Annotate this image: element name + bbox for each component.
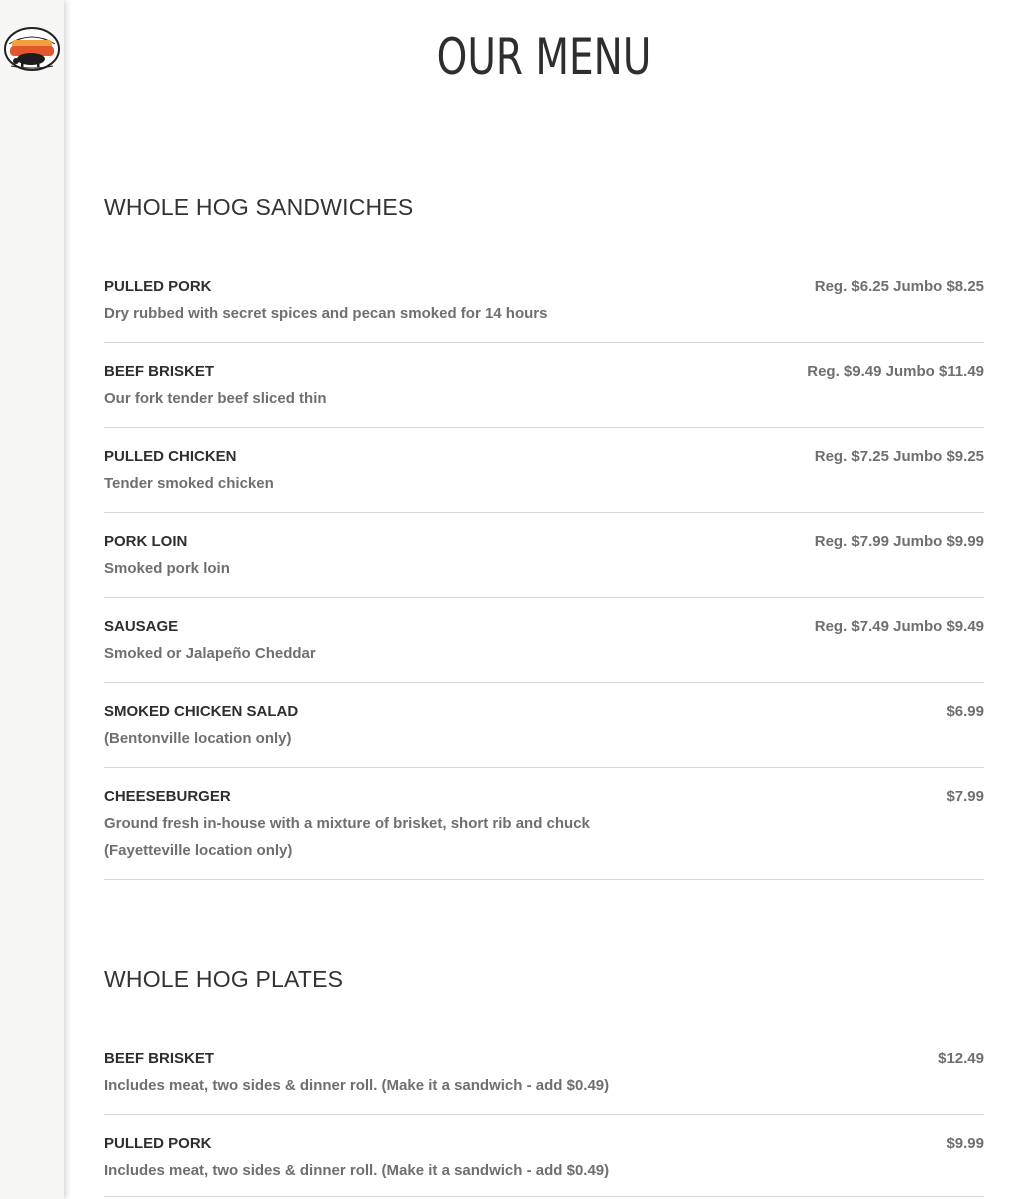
item-name: PULLED PORK [104, 278, 212, 295]
item-name: BEEF BRISKET [104, 1050, 215, 1067]
item-name: PULLED CHICKEN [104, 448, 237, 465]
item-description: Ground fresh in-house with a mixture of brisket, short rib and chuck [104, 815, 590, 832]
item-description: Tender smoked chicken [104, 475, 274, 492]
section-title-plates: WHOLE HOG PLATES [104, 966, 344, 992]
menu-item [104, 533, 984, 598]
item-price: $9.99 [946, 1135, 984, 1152]
menu-item [104, 788, 984, 880]
item-description: Dry rubbed with secret spices and pecan smoked for 14 hours [104, 305, 548, 322]
menu-item [104, 1050, 984, 1115]
menu-item [104, 1135, 984, 1197]
item-price: $12.49 [938, 1050, 984, 1067]
item-name: BEEF BRISKET [104, 363, 215, 380]
item-description: (Bentonville location only) [104, 730, 292, 747]
item-description: Smoked pork loin [104, 560, 230, 577]
item-price: Reg. $7.49 Jumbo $9.49 [814, 618, 984, 635]
item-price: Reg. $9.49 Jumbo $11.49 [807, 363, 984, 380]
item-name: SMOKED CHICKEN SALAD [104, 703, 299, 720]
item-description: Includes meat, two sides & dinner roll. (Make it a sandwich - add $0.49) [104, 1077, 610, 1094]
item-description: Smoked or Jalapeño Cheddar [104, 645, 316, 662]
item-price: Reg. $7.99 Jumbo $9.99 [814, 533, 984, 550]
item-description: Our fork tender beef sliced thin [104, 390, 327, 407]
menu-item [104, 363, 984, 428]
item-name: SAUSAGE [104, 618, 179, 635]
page-title: OUR MENU [436, 28, 652, 86]
item-name: PORK LOIN [104, 533, 188, 550]
item-price: $7.99 [946, 788, 984, 805]
menu-item [104, 278, 984, 343]
menu-item [104, 448, 984, 513]
section-title-sandwiches: WHOLE HOG SANDWICHES [104, 194, 414, 220]
sidebar [0, 0, 64, 1199]
item-price: Reg. $7.25 Jumbo $9.25 [814, 448, 984, 465]
menu-item [104, 618, 984, 683]
item-name: PULLED PORK [104, 1135, 212, 1152]
menu-item [104, 703, 984, 768]
item-name: CHEESEBURGER [104, 788, 231, 805]
item-price: $6.99 [946, 703, 984, 720]
item-description-note: (Fayetteville location only) [104, 842, 293, 859]
whole-hog-cafe-logo-icon[interactable] [3, 26, 61, 72]
item-description: Includes meat, two sides & dinner roll. (Make it a sandwich - add $0.49) [104, 1162, 610, 1179]
item-price: Reg. $6.25 Jumbo $8.25 [814, 278, 984, 295]
